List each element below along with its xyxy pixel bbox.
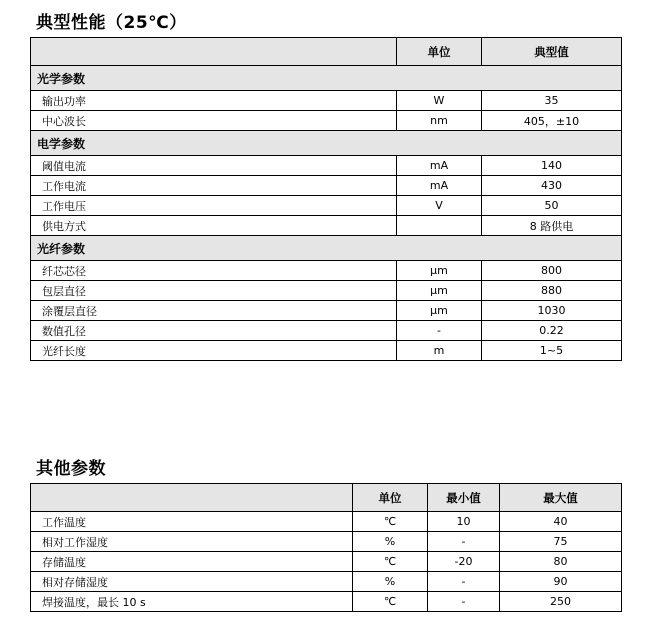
header-max: 最大值 [500,484,622,512]
unit-cell: nm [397,111,482,131]
param-cell: 工作电压 [31,196,397,216]
unit-cell: mA [397,156,482,176]
value-cell: 35 [482,91,622,111]
table-row [31,341,622,361]
table-row [31,552,622,572]
header-min: 最小值 [428,484,500,512]
unit-cell [397,216,482,236]
max-cell: 250 [500,592,622,612]
value-cell: 880 [482,281,622,301]
table-header-row [31,38,622,66]
param-cell: 光纤长度 [31,341,397,361]
unit-cell: μm [397,301,482,321]
table-row [31,156,622,176]
other-parameters-title: 其他参数 [36,459,106,479]
unit-cell: % [353,572,428,592]
unit-cell: μm [397,281,482,301]
unit-cell: μm [397,261,482,281]
unit-cell: % [353,532,428,552]
value-cell: 8 路供电 [482,216,622,236]
max-cell: 40 [500,512,622,532]
unit-cell: W [397,91,482,111]
table-row [31,91,622,111]
table-header-row [31,484,622,512]
unit-cell: mA [397,176,482,196]
group-fiber [31,236,622,261]
param-cell: 中心波长 [31,111,397,131]
max-cell: 90 [500,572,622,592]
value-cell: 1~5 [482,341,622,361]
header-param [31,484,353,512]
param-cell: 涂覆层直径 [31,301,397,321]
min-cell: - [428,592,500,612]
param-cell: 阈值电流 [31,156,397,176]
value-cell: 50 [482,196,622,216]
table-row [31,592,622,612]
header-param [31,38,397,66]
param-cell: 数值孔径 [31,321,397,341]
unit-cell: - [397,321,482,341]
group-label: 电学参数 [31,131,622,156]
table-row [31,111,622,131]
group-label: 光学参数 [31,66,622,91]
table-row [31,321,622,341]
param-cell: 包层直径 [31,281,397,301]
group-electrical [31,131,622,156]
group-optical [31,66,622,91]
value-cell: 1030 [482,301,622,321]
param-cell: 工作温度 [31,512,353,532]
value-cell: 405，±10 [482,111,622,131]
table-row [31,281,622,301]
param-cell: 存储温度 [31,552,353,572]
max-cell: 75 [500,532,622,552]
unit-cell: V [397,196,482,216]
header-typical: 典型值 [482,38,622,66]
param-cell: 工作电流 [31,176,397,196]
group-label: 光纤参数 [31,236,622,261]
unit-cell: ℃ [353,592,428,612]
param-cell: 相对工作湿度 [31,532,353,552]
max-cell: 80 [500,552,622,572]
param-cell: 供电方式 [31,216,397,236]
min-cell: 10 [428,512,500,532]
table-row [31,572,622,592]
min-cell: -20 [428,552,500,572]
min-cell: - [428,532,500,552]
unit-cell: ℃ [353,552,428,572]
header-unit: 单位 [353,484,428,512]
value-cell: 430 [482,176,622,196]
typical-performance-table [30,37,622,361]
param-cell: 纤芯芯径 [31,261,397,281]
typical-performance-title: 典型性能（25℃） [36,13,187,33]
value-cell: 140 [482,156,622,176]
min-cell: - [428,572,500,592]
table-row [31,261,622,281]
unit-cell: m [397,341,482,361]
table-row [31,512,622,532]
table-row [31,176,622,196]
param-cell: 焊接温度，最长 10 s [31,592,353,612]
other-parameters-table [30,483,622,612]
table-row [31,216,622,236]
header-unit: 单位 [397,38,482,66]
value-cell: 800 [482,261,622,281]
unit-cell: ℃ [353,512,428,532]
param-cell: 输出功率 [31,91,397,111]
table-row [31,532,622,552]
table-row [31,301,622,321]
table-row [31,196,622,216]
value-cell: 0.22 [482,321,622,341]
param-cell: 相对存储湿度 [31,572,353,592]
